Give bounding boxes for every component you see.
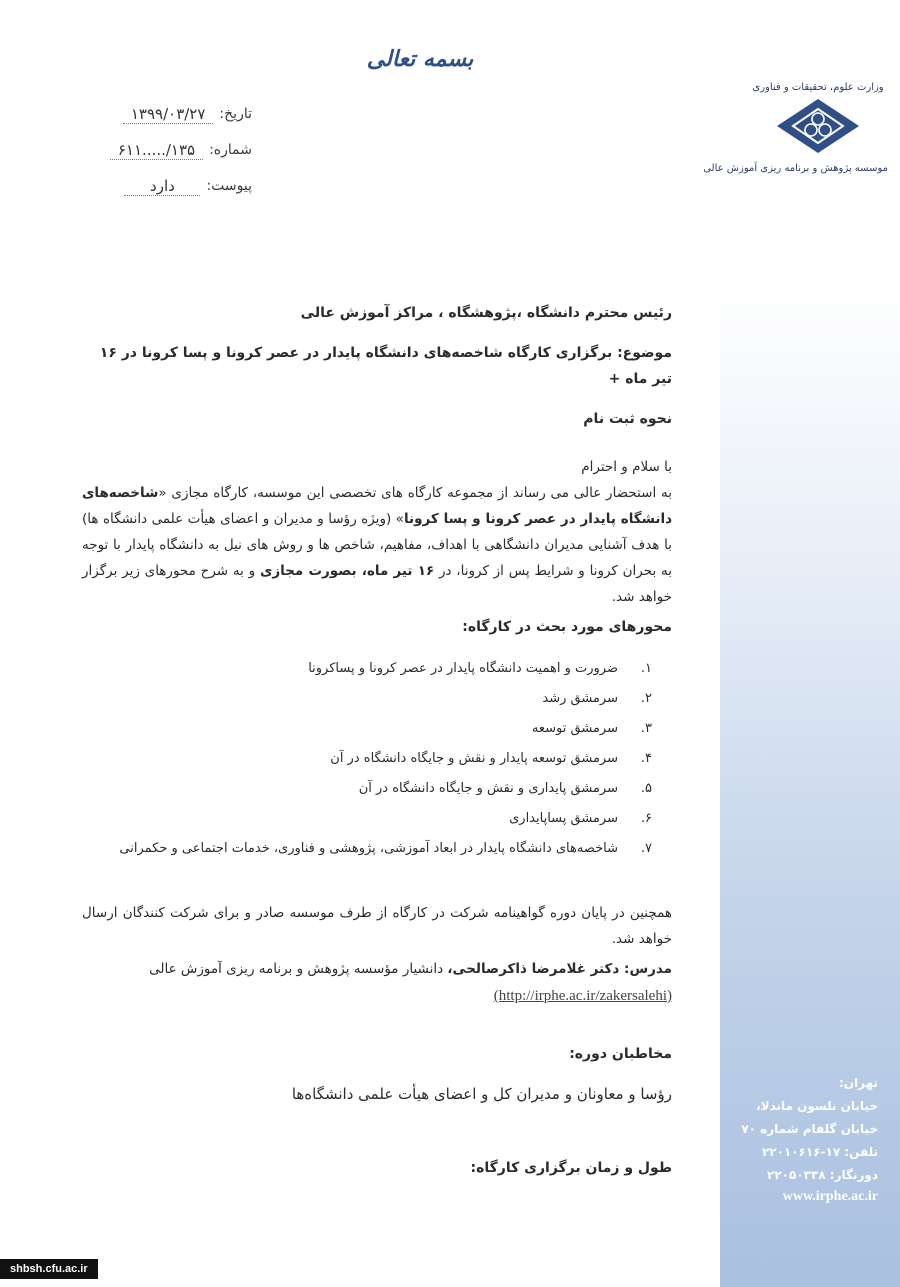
topic-number: ۴. [640, 751, 652, 766]
topic-number: ۲. [640, 691, 652, 706]
subject-line-2: نحوه ثبت نام [583, 411, 672, 427]
intro-part-2: » (ویژه رؤسا و مدیران و اعضای هیأت علمی دانشگاه ها) [82, 511, 404, 527]
list-item [82, 834, 652, 864]
hexagon-logo-icon [773, 97, 863, 155]
topic-text: سرمشق رشد [542, 691, 618, 706]
intro-part-3: با هدف آشنایی مدیران دانشگاهی با اهداف، مفاهیم، شاخص ها و روش های نیل به دانشگاه پایدار با توجه به بحران کرونا و شرایط پس از کرونا، در [82, 537, 672, 579]
topic-number: ۷. [640, 841, 652, 856]
attachment-row [62, 168, 252, 204]
list-item [82, 654, 652, 684]
website-link[interactable]: www.irphe.ac.ir [782, 1189, 878, 1204]
topic-number: ۵. [640, 781, 652, 796]
certificate-paragraph: همچنین در پایان دوره گواهینامه شرکت در کارگاه از طرف موسسه صادر و برای شرکت کنندگان ارسال خواهد شد. [82, 905, 672, 947]
topic-text: سرمشق توسعه [531, 721, 618, 736]
workshop-date: ۱۶ تیر ماه، بصورت مجازی [259, 563, 435, 579]
instructor-desc: دانشیار مؤسسه پژوهش و برنامه ریزی آموزش عالی [149, 961, 448, 977]
list-item [82, 744, 652, 774]
address-block [728, 1072, 878, 1205]
date-value: ۱۳۹۹/۰۳/۲۷ [123, 105, 214, 124]
topic-text: سرمشق توسعه پایدار و نقش و جایگاه دانشگاه در آن [330, 751, 618, 766]
ministry-name: وزارت علوم، تحقیقات و فناوری [752, 82, 884, 93]
address-line: خیابان گلفام شماره ۷۰ [741, 1122, 878, 1136]
letter-body [82, 286, 672, 1195]
attachment-label: پیوست: [206, 178, 252, 194]
topic-number: ۳. [640, 721, 652, 736]
workshop-title: شاخصه‌های دانشگاه پایدار در عصر کرونا و پسا کرونا [82, 485, 672, 527]
duration-heading: طول و زمان برگزاری کارگاه: [470, 1160, 672, 1176]
list-item [82, 804, 652, 834]
institute-logo [703, 82, 888, 174]
list-item [82, 774, 652, 804]
bismillah-heading: بسمه تعالی [366, 46, 474, 72]
fax-line: دورنگار: ۲۲۰۵۰۳۳۸ [767, 1168, 878, 1182]
topics-heading: محورهای مورد بحث در کارگاه: [462, 619, 672, 635]
audience-text: رؤسا و معاونان و مدیران کل و اعضای هیأت علمی دانشگاه‌ها [291, 1085, 672, 1103]
topic-text: ضرورت و اهمیت دانشگاه پایدار در عصر کرونا و پساکرونا [308, 661, 618, 676]
intro-paragraph [82, 480, 672, 610]
number-row [62, 132, 252, 168]
institute-name: موسسه پژوهش و برنامه ریزی آموزش عالی [703, 163, 888, 174]
date-label: تاریخ: [219, 106, 252, 122]
topic-text: سرمشق پساپایداری [509, 811, 618, 826]
address-line: تهران: [838, 1076, 878, 1090]
instructor-line [82, 956, 672, 982]
topic-text: سرمشق پایداری و نقش و جایگاه دانشگاه در آن [358, 781, 618, 796]
list-item [82, 714, 652, 744]
topics-list [82, 654, 672, 864]
instructor-url-link[interactable]: (http://irphe.ac.ir/zakersalehi) [493, 988, 672, 1004]
date-row [62, 96, 252, 132]
number-label: شماره: [209, 142, 252, 158]
address-line: خیابان نلسون ماندلا، [756, 1099, 878, 1113]
audience-heading: مخاطبان دوره: [569, 1046, 672, 1062]
number-value: ۱۳۵/.....۶۱۱ [110, 141, 203, 160]
phone-line: تلفن: ۱۷-۲۲۰۱۰۶۱۶ [761, 1145, 878, 1159]
topic-text: شاخصه‌های دانشگاه پایدار در ابعاد آموزشی، پژوهشی و فناوری، خدمات اجتماعی و حکمرانی [119, 841, 618, 856]
subject-line-1: موضوع: برگزاری کارگاه شاخصه‌های دانشگاه پایدار در عصر کرونا و پسا کرونا در ۱۶ تیر ماه + [99, 345, 672, 387]
instructor-name: مدرس: دکتر غلامرضا ذاکرصالحی، [447, 961, 672, 977]
attachment-value: دارد [124, 177, 200, 196]
intro-part-4: و به شرح محورهای زیر برگزار خواهد شد. [82, 563, 672, 605]
letter-meta [62, 96, 252, 204]
list-item [82, 684, 652, 714]
intro-part-1: به استحضار عالی می رساند از مجموعه کارگاه های تخصصی این موسسه، کارگاه مجازی « [158, 485, 672, 501]
source-badge: shbsh.cfu.ac.ir [0, 1259, 98, 1279]
topic-number: ۶. [640, 811, 652, 826]
recipient-line: رئیس محترم دانشگاه ،پژوهشگاه ، مراکز آموزش عالی [300, 305, 672, 321]
topic-number: ۱. [640, 661, 652, 676]
greeting: با سلام و احترام [581, 459, 672, 475]
